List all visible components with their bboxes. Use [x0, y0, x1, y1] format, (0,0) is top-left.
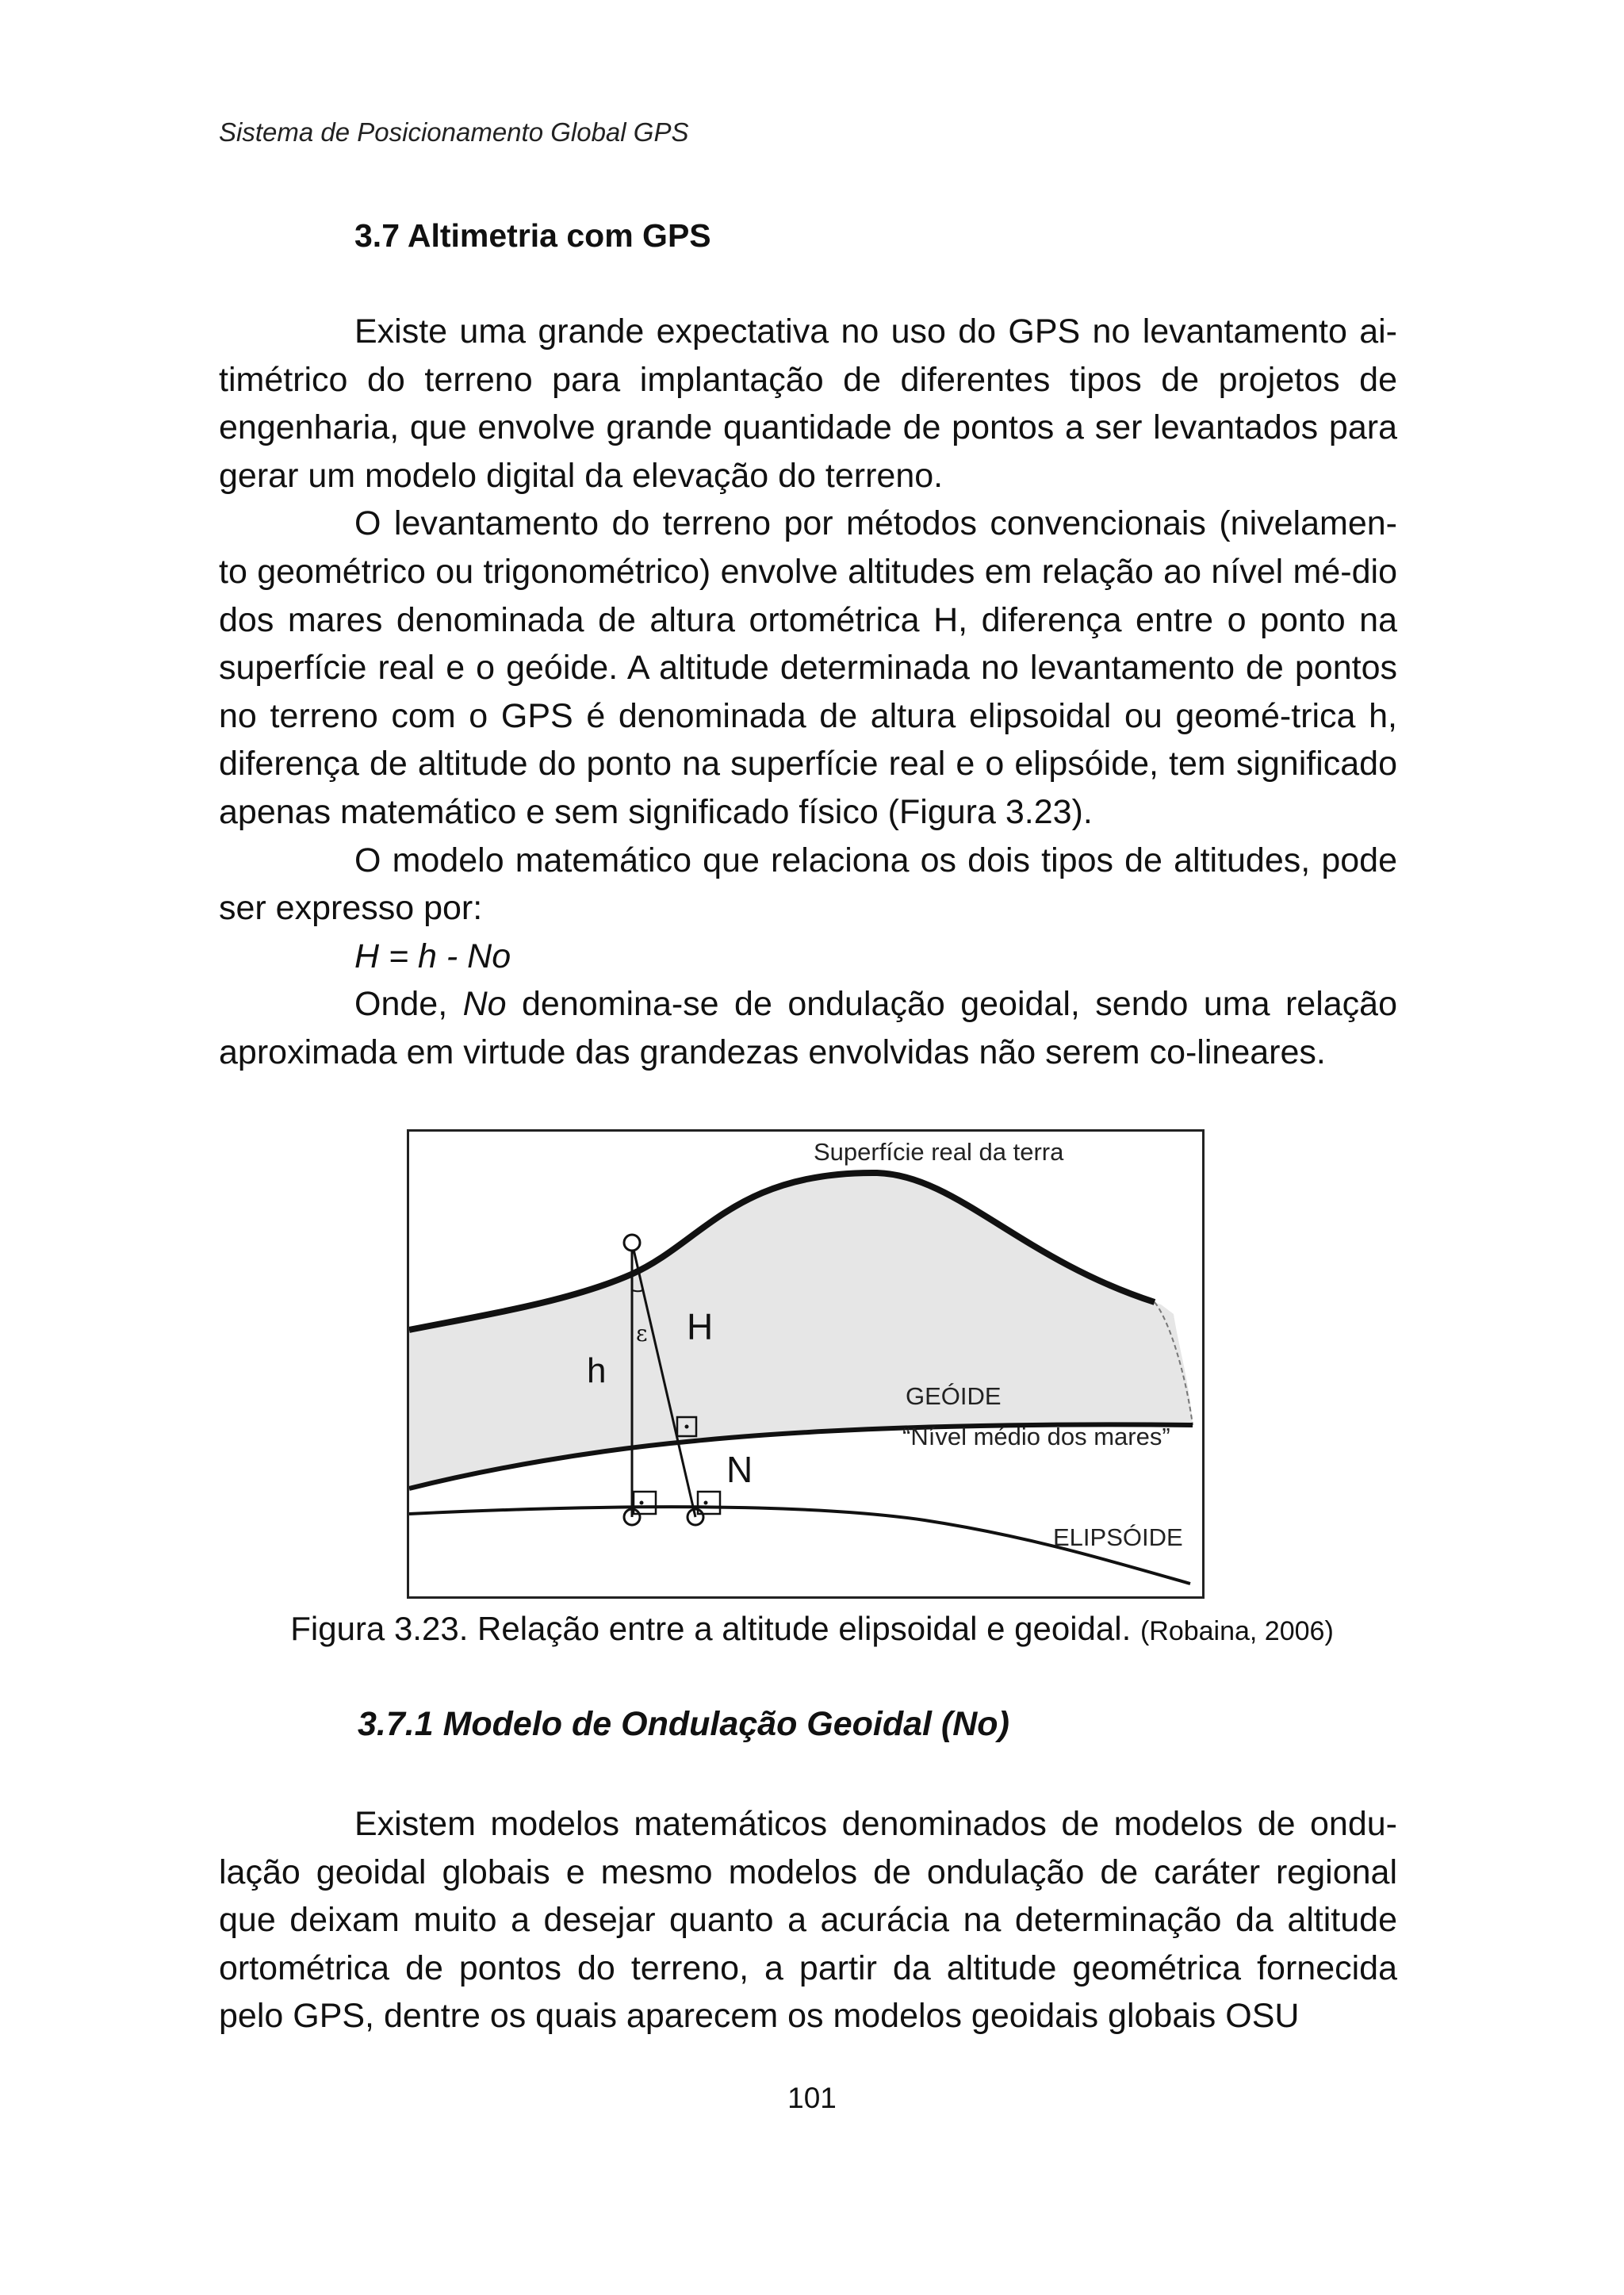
paragraph-3: O modelo matemático que relaciona os dois tipos de altitudes, pode ser expresso por:: [219, 841, 1397, 928]
caption-main: Figura 3.23. Relação entre a altitude elipsoidal e geoidal.: [290, 1610, 1132, 1647]
paragraph-4-rest: denomina-se de ondulação geoidal, sendo uma relação aproximada em virtude das grandezas envolvidas não serem co-lineares.: [219, 985, 1398, 1071]
label-ellipsoid: ELIPSÓIDE: [1053, 1523, 1183, 1551]
page-number: 101: [787, 2082, 837, 2114]
body-text-section-3-7-1: [219, 1800, 1397, 2040]
symbol-h: h: [587, 1351, 607, 1390]
right-angle-ellipsoid-1-dot: [640, 1501, 644, 1505]
subsection-paragraph-1: Existem modelos matemáticos denominados de modelos de ondu-lação geoidal globais e mesmo modelos de ondulação de caráter regional que deixam muito a desejar quanto a acurácia na determinação da altitude ortométrica de pontos do terreno, a partir da altitude geométrica fornecida pelo GPS, dentre os quais aparecem os modelos geoidais globais OSU: [219, 1805, 1397, 2036]
right-angle-geoid-dot: [685, 1425, 689, 1429]
paragraph-1: Existe uma grande expectativa no uso do GPS no levantamento ai-timétrico do terreno para implantação de diferentes tipos de projetos de engenharia, que envolve grande quantidade de pontos a ser levantados para gerar um modelo digital da elevação do terreno.: [219, 312, 1397, 495]
right-angle-ellipsoid-2-dot: [704, 1501, 708, 1505]
label-surface: Superfície real da terra: [814, 1138, 1064, 1166]
formula-text: H = h - No: [354, 937, 511, 975]
subsection-heading: 3.7.1 Modelo de Ondulação Geoidal (No): [358, 1705, 1009, 1743]
paragraph-4-italic: No: [462, 985, 507, 1024]
section-heading: 3.7 Altimetria com GPS: [354, 217, 711, 254]
figure-caption: [0, 1610, 1624, 1648]
body-text-section-3-7: [219, 308, 1397, 1077]
symbol-epsilon: ε: [636, 1320, 648, 1347]
surface-point-marker: [624, 1235, 640, 1251]
paragraph-4-start: Onde,: [354, 985, 463, 1024]
paragraph-4: [219, 980, 1397, 1076]
label-mean-sea: “Nível médio dos mares”: [902, 1423, 1170, 1450]
geoid-diagram-svg: [409, 1132, 1202, 1596]
running-header: Sistema de Posicionamento Global GPS: [219, 117, 689, 147]
label-geoid: GEÓIDE: [906, 1382, 1002, 1410]
symbol-H: H: [687, 1306, 714, 1347]
formula: [219, 933, 1397, 981]
caption-citation: (Robaina, 2006): [1139, 1616, 1334, 1646]
figure-geoid-diagram: [407, 1129, 1205, 1599]
symbol-N: N: [726, 1449, 753, 1490]
paragraph-2: O levantamento do terreno por métodos convencionais (nivelamen-to geométrico ou trigonométrico) envolve altitudes em relação ao nível mé-dio dos mares denominada de altura ortométrica H, diferença entre o ponto na superfície real e o geóide. A altitude determinada no levantamento de pontos no terreno com o GPS é denominada de altura elipsoidal ou geomé-trica h, diferença de altitude do ponto na superfície real e o elipsóide, tem significado apenas matemático e sem significado físico (Figura 3.23).: [219, 504, 1397, 831]
